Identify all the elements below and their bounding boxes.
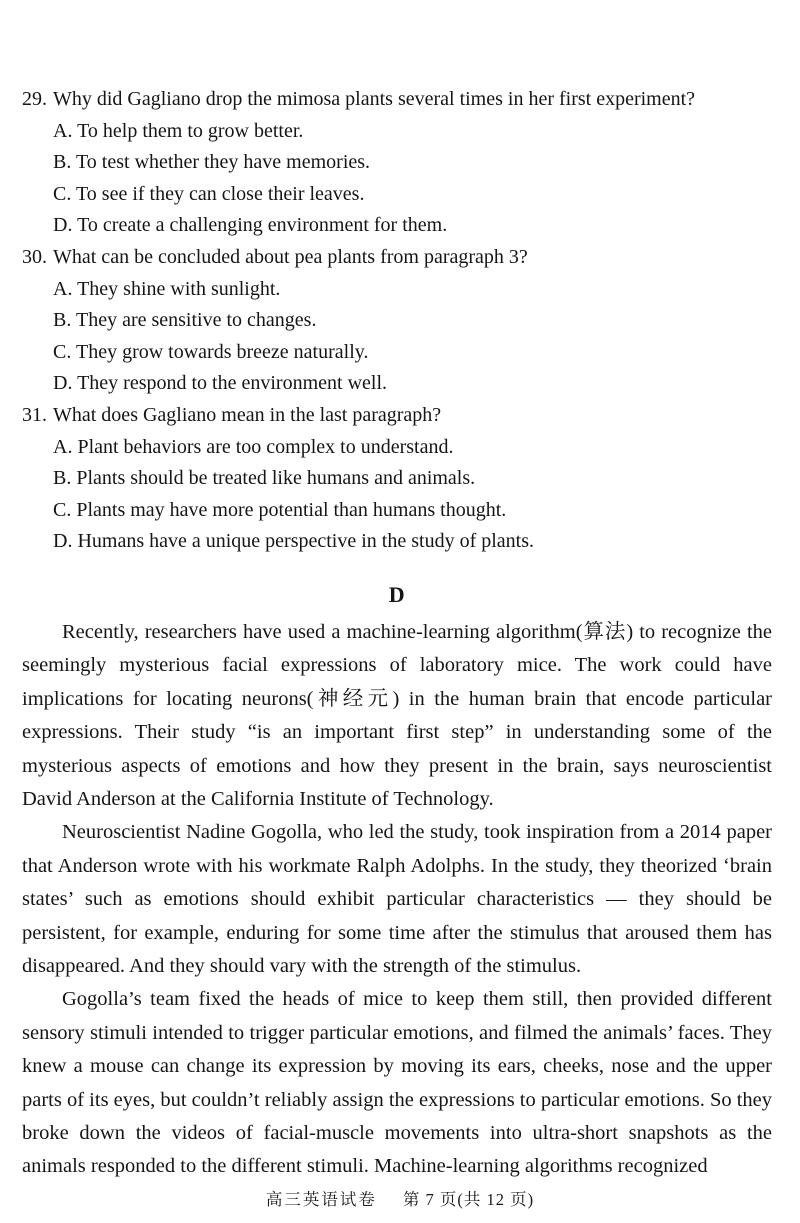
page-footer [0,1186,800,1210]
question-29 [22,84,772,242]
question-31-option-d: D. Humans have a unique perspective in the study of plants. [53,530,534,553]
passage-paragraph-2: Neuroscientist Nadine Gogolla, who led the study, took inspiration from a 2014 paper that Anderson wrote with his workmate Ralph Adolphs. In the study, they theorized ‘brain states’ such as emotions should exhibit particular characteristics — they should be persistent, for example, enduring for some time after the stimulus that aroused them has disappeared. And they should vary with the strength of the stimulus. [22,821,772,977]
questions-section [22,84,772,558]
question-30-option-a: A. They shine with sunlight. [53,277,281,300]
question-number: 29. [22,88,47,110]
question-30 [22,242,772,400]
question-31 [22,400,772,558]
footer-doc-title: 高三英语试卷 [265,1190,377,1209]
question-30-option-c: C. They grow towards breeze naturally. [53,340,369,363]
question-29-option-c: C. To see if they can close their leaves. [53,182,365,205]
question-line [22,242,772,274]
question-30-option-d: D. They respond to the environment well. [53,372,388,395]
question-31-option-a: A. Plant behaviors are too complex to understand. [53,435,454,458]
passage-paragraph-3: Gogolla’s team fixed the heads of mice to keep them still, then provided different sensory stimuli intended to trigger particular emotions, and filmed the animals’ faces. They knew a mouse can change its expression by moving its ears, cheeks, nose and the upper parts of its eyes, but couldn’t reliably assign the expressions to particular emotions. So they broke down the videos of facial-muscle movements into ultra-short snapshots as the animals responded to the different stimuli. Machine-learning algorithms recognized [22,988,773,1178]
question-29-option-d: D. To create a challenging environment for them. [53,214,448,237]
question-number: 30. [22,245,47,268]
question-text: Why did Gagliano drop the mimosa plants several times in her first experiment? [53,88,696,110]
question-31-option-c: C. Plants may have more potential than humans thought. [53,498,507,521]
question-text: What can be concluded about pea plants from paragraph 3? [53,245,528,268]
question-line [22,400,772,432]
question-text: What does Gagliano mean in the last paragraph? [53,403,442,426]
section-heading-d: D [388,581,406,607]
footer-page-info: 第 7 页(共 12 页) [402,1190,535,1209]
reading-passage [22,616,772,1184]
question-30-option-b: B. They are sensitive to changes. [53,309,317,332]
question-31-option-b: B. Plants should be treated like humans and animals. [53,467,476,490]
question-29-option-a: A. To help them to grow better. [53,119,304,142]
passage-paragraph-1: Recently, researchers have used a machine-learning algorithm(算法) to recognize the seemingly mysterious facial expressions of laboratory mice. The work could have implications for locating neurons(神经元) in the human brain that encode particular expressions. Their study “is an important first step” in understanding some of the mysterious aspects of emotions and how they present in the brain, says neuroscientist David Anderson at the California Institute of Technology. [22,620,772,810]
question-29-option-b: B. To test whether they have memories. [53,151,371,174]
question-number: 31. [22,403,47,426]
question-line [22,84,772,116]
